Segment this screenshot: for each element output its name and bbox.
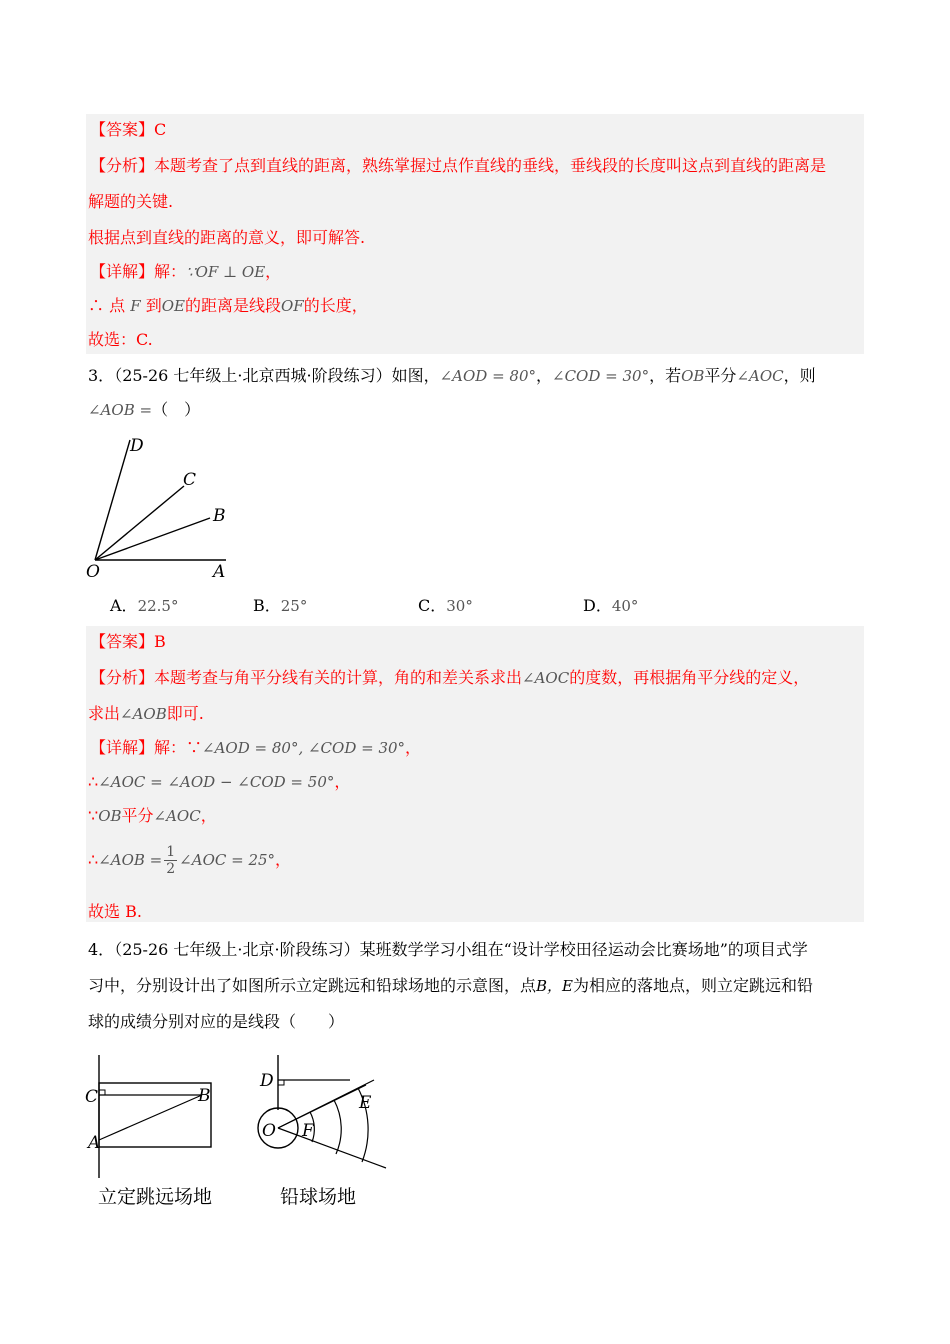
q2-detail-tag: 【详解】 [90,262,155,281]
label-a: A [88,1133,101,1153]
q3-option-a [110,596,178,616]
label-o: O [262,1121,276,1141]
q3-analysis-2a: 求出 [88,704,121,723]
q3-l3-pre: ∵ [88,806,99,825]
q3-analysis-line1 [90,668,809,688]
q2-l2-F: F [130,297,141,315]
label-e: E [359,1093,372,1113]
q3-l2-end: ， [334,772,351,791]
q3-option-b-val: 25° [280,597,308,615]
q2-l2-b: 到 [145,296,162,315]
segment-ab [99,1095,202,1140]
q4-question-line3: 球的成绩分别对应的是线段（ ） [88,1012,345,1031]
q2-l2-OF: OF [280,297,304,315]
q2-detail-math1: ∵OF ⊥ OE [186,263,266,281]
q3-l4-m1: ∠AOB = [98,851,163,869]
q3-text-pingfen: 平分 [704,366,737,385]
q3-analysis-1b: 的度数，再根据角平分线的定义， [569,668,810,687]
q2-detail-pre: 解： [154,262,187,281]
q3-l4-end: ， [275,850,292,869]
q3-l2-pre: ∴ [88,772,99,791]
q4-number: 4． [88,940,115,959]
q3-l2-math: ∠AOC = ∠AOD − ∠COD = 50° [98,773,335,791]
q3-option-a-key: A． [110,596,138,615]
q4-text2a: 习中，分别设计出了如图所示立定跳远和铅球场地的示意图，点 [88,976,537,995]
q3-analysis-1a: 本题考查与角平分线有关的计算，角的和差关系求出 [154,668,523,687]
label-d: D [130,436,144,456]
q3-l3-ob: OB [98,807,122,825]
q3-option-d [583,596,638,616]
ray-ob [95,518,210,560]
q3-l3-mid: 平分 [121,806,154,825]
q3-option-b [253,596,307,616]
q2-detail-line2 [88,296,368,316]
q2-answer-tag: 【答案】 [90,120,155,139]
q3-conclusion: 故选 B. [88,902,142,921]
label-o: O [86,562,100,582]
q3-detail-math1: ∠AOD = 80°, ∠COD = 30° [202,739,406,757]
sector-lower-edge [278,1128,386,1168]
q3-comma1: ， [536,366,553,385]
q3-text-ruo: ，若 [649,366,682,385]
q3-option-d-key: D． [583,596,612,615]
q3-l4-pre: ∴ [88,850,99,869]
q3-detail-line2 [88,772,350,792]
q4-question-line1 [88,940,808,960]
q3-analysis-2b: 即可. [166,704,204,723]
q3-option-b-key: B． [253,596,281,615]
ray-od [95,440,130,560]
q4-long-jump-figure [80,1050,230,1180]
q3-answer-tag: 【答案】 [90,632,155,651]
q3-text-ze: ，则 [783,366,816,385]
q2-analysis-tag: 【分析】 [90,156,155,175]
right-angle-mark [99,1090,105,1095]
q3-answer-line [90,632,166,652]
q2-answer-line [90,120,166,140]
label-c: C [85,1087,99,1107]
right-angle-mark [278,1080,284,1085]
q2-l2-c: 的距离是线段 [184,296,281,315]
q2-analysis-text1: 本题考查了点到直线的距离，熟练掌握过点作直线的垂线，垂线段的长度叫这点到直线的距离是 [154,156,827,175]
q3-option-a-val: 22.5° [137,597,179,615]
q3-question-line1 [88,366,816,386]
q2-analysis-line1 [90,156,826,176]
q2-l2-OE: OE [161,297,185,315]
q3-l3-end: ， [200,806,217,825]
segment-oe [278,1085,366,1128]
q3-option-c-key: C． [418,596,447,615]
q3-detail-pre: 解：∵ [154,738,203,757]
q3-detail-end: ， [405,738,422,757]
arc-middle [334,1100,341,1154]
q3-detail-line3 [88,806,217,826]
q3-paren: （ ） [152,400,201,419]
q3-analysis-1m: ∠AOC [522,669,570,687]
q3-option-c-val: 30° [446,597,473,615]
label-c: C [183,470,197,490]
ray-oc [95,486,184,560]
label-f: F [302,1121,314,1141]
q3-l4-m2: ∠AOC = 25° [179,851,276,869]
q2-analysis-line2: 解题的关键. [88,192,174,211]
q3-detail-line4 [88,842,291,878]
q3-frac-den: 2 [166,861,176,877]
q2-analysis-line3: 根据点到直线的距离的意义，即可解答. [88,228,366,247]
q3-number: 3． [88,366,115,385]
q4-shot-put-figure [248,1050,398,1180]
label-b: B [213,506,226,526]
q3-m-aob: ∠AOB = [88,401,153,419]
q4-question-line2 [88,976,813,996]
q2-l2-d: 的长度， [303,296,368,315]
q3-l4-fraction [164,844,177,877]
q4-text2b: 为相应的落地点，则立定跳远和铅 [573,976,814,995]
q3-l3-aoc: ∠AOC [153,807,201,825]
label-a: A [213,562,226,582]
q2-l2-a: ∴ 点 [88,296,126,315]
q3-answer-value: B [154,632,166,651]
q2-detail-line1 [90,262,281,282]
label-b: B [198,1086,211,1106]
q3-m-aoc: ∠AOC [736,367,784,385]
q3-detail-line1 [90,738,421,758]
q3-analysis-tag: 【分析】 [90,668,155,687]
q4-text2m: B，E [536,977,573,995]
q3-question-line2 [88,400,200,420]
q3-m-ob: OB [681,367,705,385]
q2-detail-end: ， [265,262,282,281]
q3-angle-figure [80,430,250,590]
q3-option-c [418,596,473,616]
q3-m-cod: ∠COD = 30° [552,367,650,385]
q3-option-d-val: 40° [611,597,639,615]
label-d: D [260,1071,274,1091]
q4-fig1-caption: 立定跳远场地 [98,1186,213,1208]
q3-m-aod: ∠AOD = 80° [439,367,536,385]
q4-text1: （25-26 七年级上·北京·阶段练习）某班数学学习小组在“设计学校田径运动会比赛场地”的项目式学 [114,940,808,959]
q2-conclusion: 故选：C. [88,330,153,349]
q3-analysis-line2 [88,704,204,724]
q4-fig2-caption: 铅球场地 [280,1186,357,1208]
q2-answer-value: C [154,120,167,139]
q3-analysis-2m: ∠AOB [120,705,167,723]
q3-source: （25-26 七年级上·北京西城·阶段练习）如图， [114,366,440,385]
q3-frac-num: 1 [166,844,176,860]
q3-detail-tag: 【详解】 [90,738,155,757]
